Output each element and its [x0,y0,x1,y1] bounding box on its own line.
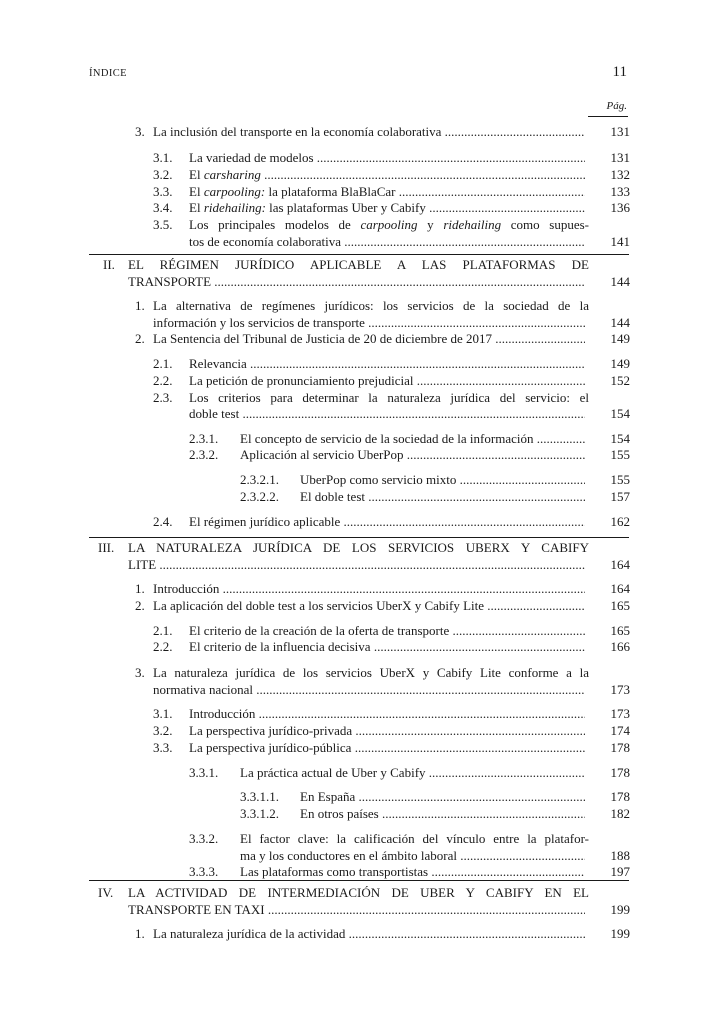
toc-title: Introducción ..... [189,705,585,723]
toc-title: Aplicación al servicio UberPop ..... [240,446,585,464]
toc-page: 149 [610,356,630,371]
toc-number: 2. [135,331,145,346]
toc-title-line: La naturaleza jurídica de los servicios UberX y Cabify Lite conforme a la [153,665,589,680]
toc-page: 144 [610,315,630,330]
toc-number: 2.2. [153,639,173,654]
toc-page: 178 [610,789,630,804]
toc-number: 3.3.1.2. [240,806,279,821]
page-column-rule [588,116,628,117]
toc-number: 3.1. [153,706,173,721]
toc-number: III. [98,540,115,555]
toc-page: 155 [610,447,630,462]
toc-title: normativa nacional ..... [153,681,585,699]
toc-page: 199 [610,902,630,917]
toc-number: 3.5. [153,217,173,232]
running-header [89,64,627,84]
toc-title: La práctica actual de Uber y Cabify ..... [240,764,585,782]
toc-page: 178 [610,765,630,780]
toc-page: 133 [610,184,630,199]
toc-title: Relevancia ..... [189,355,585,373]
toc-page: 197 [610,864,630,879]
toc-page: 165 [610,623,630,638]
toc-title: tos de economía colaborativa ..... [189,233,585,251]
toc-number: 3.3.2. [189,831,219,846]
toc-page: 131 [610,150,630,165]
toc-number: 3.3. [153,740,173,755]
toc-title-line: La alternativa de regímenes jurídicos: los servicios de la sociedad de la [153,298,589,313]
toc-title: La inclusión del transporte en la economía colaborativa ..... [153,123,585,141]
toc-title-line: LA ACTIVIDAD DE INTERMEDIACIÓN DE UBER Y CABIFY EN EL [128,885,589,900]
running-header-title: ÍNDICE [89,68,127,79]
toc-number: II. [103,257,115,272]
section-divider [89,254,629,255]
toc-number: 2.3. [153,390,173,405]
toc-page: 131 [610,124,630,139]
toc-number: 1. [135,581,145,596]
toc-page: 164 [610,581,630,596]
toc-number: 2.3.2.2. [240,489,279,504]
toc-page: 132 [610,167,630,182]
toc-title: La petición de pronunciamiento prejudicial ..... [189,372,585,390]
toc-title-line: Los criterios para determinar la naturaleza jurídica del servicio: el [189,390,589,405]
toc-page: 162 [610,514,630,529]
toc-title: La variedad de modelos ..... [189,149,585,167]
toc-title: La naturaleza jurídica de la actividad ..... [153,925,585,943]
toc-page: 178 [610,740,630,755]
toc-number: 2. [135,598,145,613]
toc-number: 3.2. [153,167,173,182]
toc-title: El criterio de la influencia decisiva ..... [189,638,585,656]
toc-title-line: Los principales modelos de carpooling y ridehailing como supues- [189,217,589,232]
toc-number: 3.4. [153,200,173,215]
toc-number: 3. [135,124,145,139]
toc-title-line: El factor clave: la calificación del vínculo entre la platafor- [240,831,589,846]
toc-page: 155 [610,472,630,487]
toc-title-line: EL RÉGIMEN JURÍDICO APLICABLE A LAS PLATAFORMAS DE [128,257,589,272]
page-column-label: Pág. [606,100,627,112]
toc-title-line: LA NATURALEZA JURÍDICA DE LOS SERVICIOS UBERX Y CABIFY [128,540,589,555]
toc-title: El ridehailing: las plataformas Uber y Cabify ..... [189,199,585,217]
toc-number: 3.3.3. [189,864,219,879]
toc-number: 1. [135,298,145,313]
toc-page: 173 [610,706,630,721]
toc-number: 3.2. [153,723,173,738]
toc-number: 3.3. [153,184,173,199]
toc-title: En España ..... [300,788,585,806]
toc-title: El concepto de servicio de la sociedad de la información ..... [240,430,585,448]
toc-title: En otros países ..... [300,805,585,823]
page-number: 11 [612,64,627,80]
toc-title: El carsharing ..... [189,166,585,184]
toc-page: 144 [610,274,630,289]
toc-page: 154 [610,431,630,446]
toc-number: 2.3.2.1. [240,472,279,487]
toc-page: 164 [610,557,630,572]
toc-page: 188 [610,848,630,863]
toc-number: 3.1. [153,150,173,165]
toc-title: TRANSPORTE ..... [128,273,585,291]
toc-page: 136 [610,200,630,215]
toc-page: 154 [610,406,630,421]
toc-title: La aplicación del doble test a los servicios UberX y Cabify Lite ..... [153,597,585,615]
toc-number: 3.3.1. [189,765,219,780]
toc-page: 173 [610,682,630,697]
toc-title: La perspectiva jurídico-pública ..... [189,739,585,757]
toc-title: Introducción ..... [153,580,585,598]
toc-number: 2.4. [153,514,173,529]
toc-page: 165 [610,598,630,613]
toc-page: 157 [610,489,630,504]
toc-title: ma y los conductores en el ámbito laboral ..... [240,847,585,865]
toc-title: El criterio de la creación de la oferta de transporte ..... [189,622,585,640]
toc-title: El carpooling: la plataforma BlaBlaCar ..... [189,183,585,201]
toc-number: IV. [98,885,114,900]
toc-title: LITE ..... [128,556,585,574]
toc-page: 149 [610,331,630,346]
toc-page: 152 [610,373,630,388]
toc-title: El doble test ..... [300,488,585,506]
toc-number: 2.2. [153,373,173,388]
toc-number: 3. [135,665,145,680]
toc-number: 2.3.2. [189,447,219,462]
toc-number: 2.1. [153,623,173,638]
toc-title: información y los servicios de transporte ..... [153,314,585,332]
toc-page: 141 [610,234,630,249]
toc-title: La Sentencia del Tribunal de Justicia de 20 de diciembre de 2017 ..... [153,330,585,348]
toc-number: 2.3.1. [189,431,219,446]
toc-page: 174 [610,723,630,738]
toc-page: 182 [610,806,630,821]
toc-title: El régimen jurídico aplicable ..... [189,513,585,531]
toc-title: doble test ..... [189,405,585,423]
toc-number: 3.3.1.1. [240,789,279,804]
toc-title: Las plataformas como transportistas ..... [240,863,585,881]
toc-title: TRANSPORTE EN TAXI ..... [128,901,585,919]
toc-number: 1. [135,926,145,941]
toc-page: 166 [610,639,630,654]
toc-number: 2.1. [153,356,173,371]
toc-title: La perspectiva jurídico-privada ..... [189,722,585,740]
section-divider [89,537,629,538]
toc-page: 199 [610,926,630,941]
toc-title: UberPop como servicio mixto ..... [300,471,585,489]
